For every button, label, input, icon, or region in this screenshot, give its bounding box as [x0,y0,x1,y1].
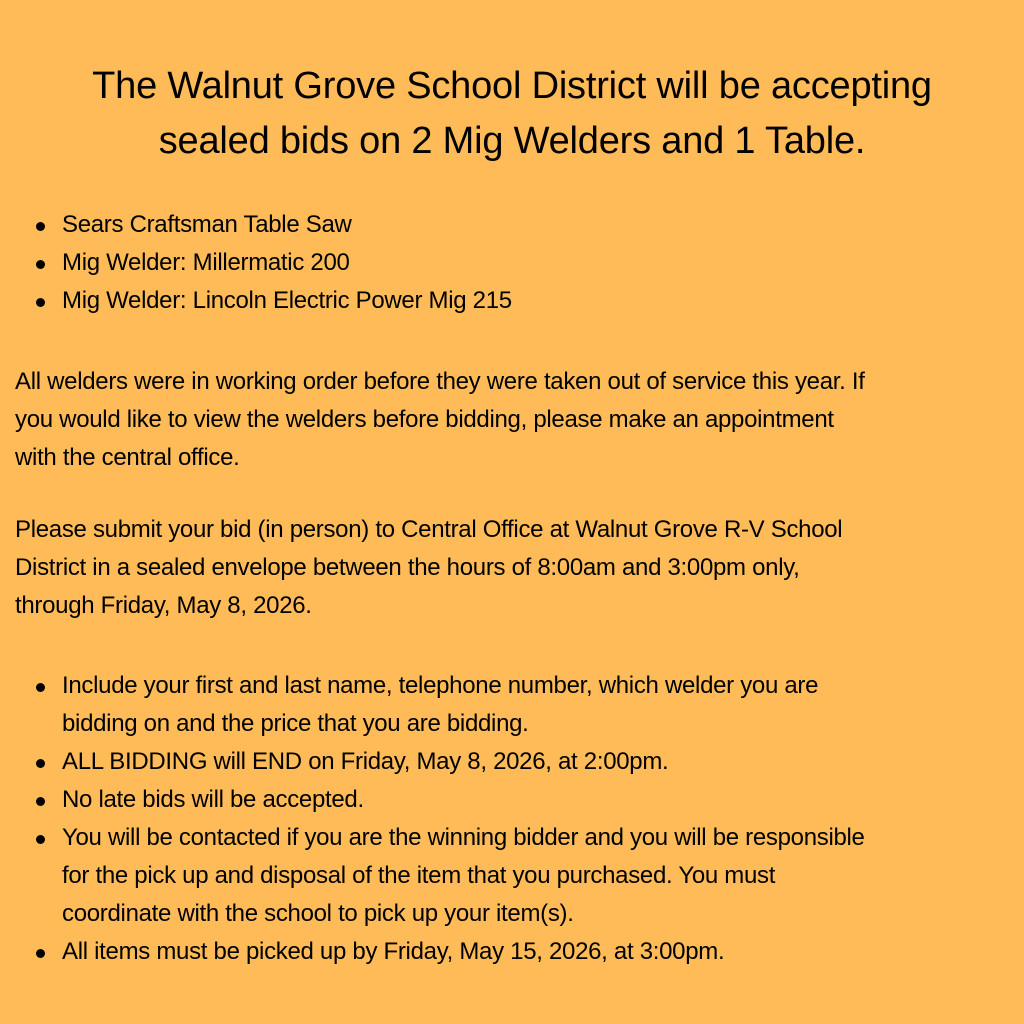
rule-line: All items must be picked up by Friday, May 15, 2026, at 3:00pm. [62,938,725,965]
rule-line: Include your first and last name, telephone number, which welder you are [62,672,819,699]
list-item [0,933,1002,971]
bullet-icon [36,222,45,231]
rule-line: coordinate with the school to pick up your item(s). [62,900,574,927]
item-text: Sears Craftsman Table Saw [62,211,352,238]
list-item [0,819,1002,933]
items-list [0,206,1002,320]
paragraph-line: you would like to view the welders before bidding, please make an appointment [15,406,834,433]
page-title [0,59,1024,169]
paragraph-line: with the central office. [15,444,240,471]
paragraph-line: District in a sealed envelope between the hours of 8:00am and 3:00pm only, [15,554,800,581]
rule-line: You will be contacted if you are the winning bidder and you will be responsible [62,824,865,851]
rule-line: for the pick up and disposal of the item that you purchased. You must [62,862,776,889]
list-item [0,206,1002,244]
rule-line: bidding on and the price that you are bidding. [62,710,529,737]
condition-paragraph [15,363,1005,477]
bullet-icon [36,797,45,806]
bullet-icon [36,835,45,844]
bullet-icon [36,298,45,307]
submission-paragraph [15,511,1005,625]
paragraph-line: Please submit your bid (in person) to Central Office at Walnut Grove R-V School [15,516,843,543]
bullet-icon [36,260,45,269]
bullet-icon [36,759,45,768]
item-text: Mig Welder: Lincoln Electric Power Mig 215 [62,287,512,314]
paragraph-line: All welders were in working order before they were taken out of service this year. If [15,368,865,395]
title-line: sealed bids on 2 Mig Welders and 1 Table. [158,120,866,162]
bullet-icon [36,949,45,958]
bullet-icon [36,683,45,692]
list-item [0,282,1002,320]
rule-line: ALL BIDDING will END on Friday, May 8, 2026, at 2:00pm. [62,748,669,775]
list-item [0,743,1002,781]
paragraph-line: through Friday, May 8, 2026. [15,592,312,619]
rules-list [0,667,1002,971]
list-item [0,244,1002,282]
rule-line: No late bids will be accepted. [62,786,364,813]
item-text: Mig Welder: Millermatic 200 [62,249,350,276]
list-item [0,781,1002,819]
list-item [0,667,1002,743]
title-line: The Walnut Grove School District will be accepting [92,65,932,107]
